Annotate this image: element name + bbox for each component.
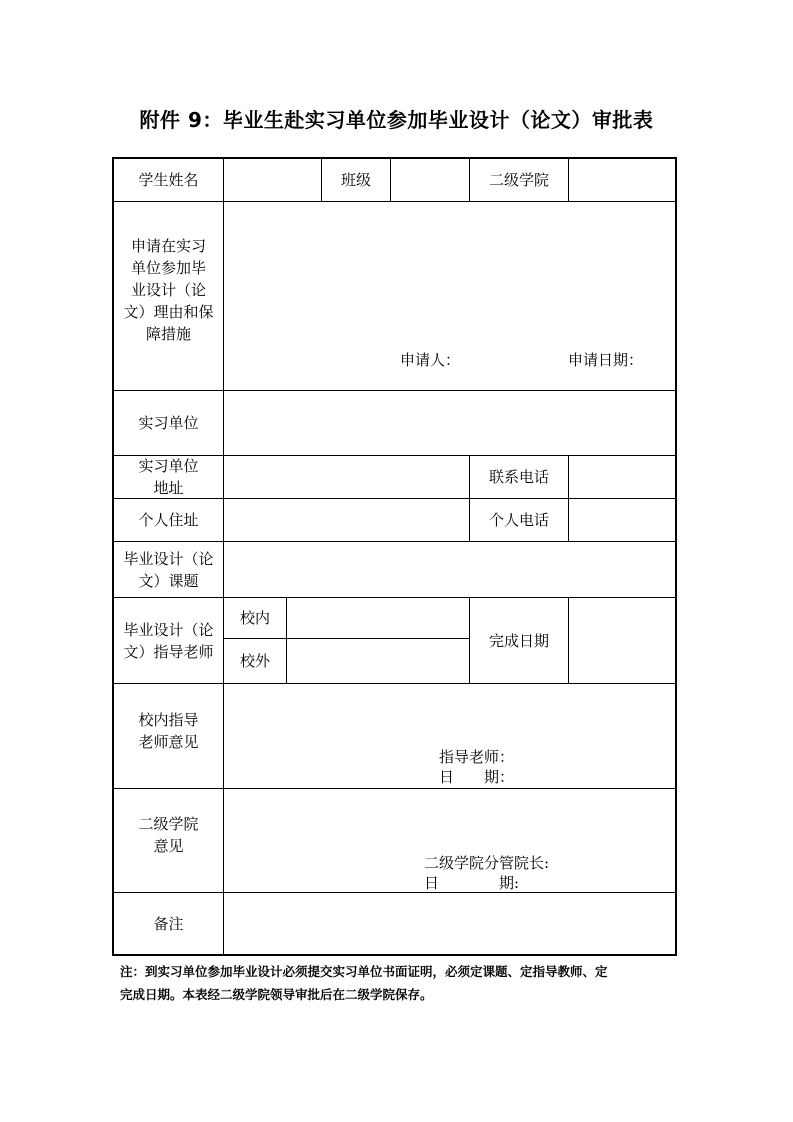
label-class: 班级 xyxy=(340,171,371,189)
footnote: 注：到实习单位参加毕业设计必须提交实习单位书面证明，必须定课题、定指导教师、定 完成日期。本表经二级学院领导审批后在二级学院保存。 xyxy=(120,964,608,1002)
label-finish-date: 完成日期 xyxy=(488,631,549,650)
input-unit-address[interactable] xyxy=(224,456,469,498)
input-class[interactable] xyxy=(391,159,469,201)
advisor-signature-label: 指导老师： xyxy=(439,748,515,766)
label-reason: 申请在实习 单位参加毕 业设计（论 文）理由和保 障措施 xyxy=(123,237,214,343)
page-title: 附件 9：毕业生赴实习单位参加毕业设计（论文）审批表 xyxy=(139,108,654,132)
label-personal-address: 个人住址 xyxy=(138,511,199,529)
label-internal-advisor: 校内 xyxy=(239,609,270,627)
input-personal-phone[interactable] xyxy=(569,499,675,541)
input-remarks[interactable] xyxy=(224,893,675,954)
dean-signature-label: 二级学院分管院长: xyxy=(424,854,550,872)
label-personal-phone: 个人电话 xyxy=(488,511,549,529)
input-college[interactable] xyxy=(569,159,675,201)
input-finish-date[interactable] xyxy=(569,598,675,683)
label-remarks: 备注 xyxy=(153,914,184,933)
applicant-label: 申请人： xyxy=(400,351,461,369)
advisor-date-label: 日 期： xyxy=(439,768,515,786)
label-intern-unit: 实习单位 xyxy=(138,414,199,432)
label-thesis-topic: 毕业设计（论 文）课题 xyxy=(123,549,214,590)
label-external-advisor: 校外 xyxy=(239,652,270,670)
input-internal-advisor[interactable] xyxy=(287,598,469,638)
label-college: 二级学院 xyxy=(488,171,549,189)
dean-date-label: 日 期: xyxy=(424,874,520,892)
input-contact-phone[interactable] xyxy=(569,456,675,498)
input-external-advisor[interactable] xyxy=(287,639,469,683)
input-intern-unit[interactable] xyxy=(224,391,675,455)
label-unit-address: 实习单位 地址 xyxy=(138,457,199,497)
input-student-name[interactable] xyxy=(224,159,321,201)
input-personal-address[interactable] xyxy=(224,499,469,541)
label-student-name: 学生姓名 xyxy=(138,171,199,189)
approval-form-table xyxy=(112,157,677,956)
label-contact-phone: 联系电话 xyxy=(488,468,549,486)
input-thesis-topic[interactable] xyxy=(224,542,675,597)
label-advisor-opinion: 校内指导 老师意见 xyxy=(138,711,199,751)
label-thesis-advisor: 毕业设计（论 文）指导老师 xyxy=(123,620,214,661)
label-college-opinion: 二级学院 意见 xyxy=(138,814,199,855)
apply-date-label: 申请日期： xyxy=(568,351,644,369)
